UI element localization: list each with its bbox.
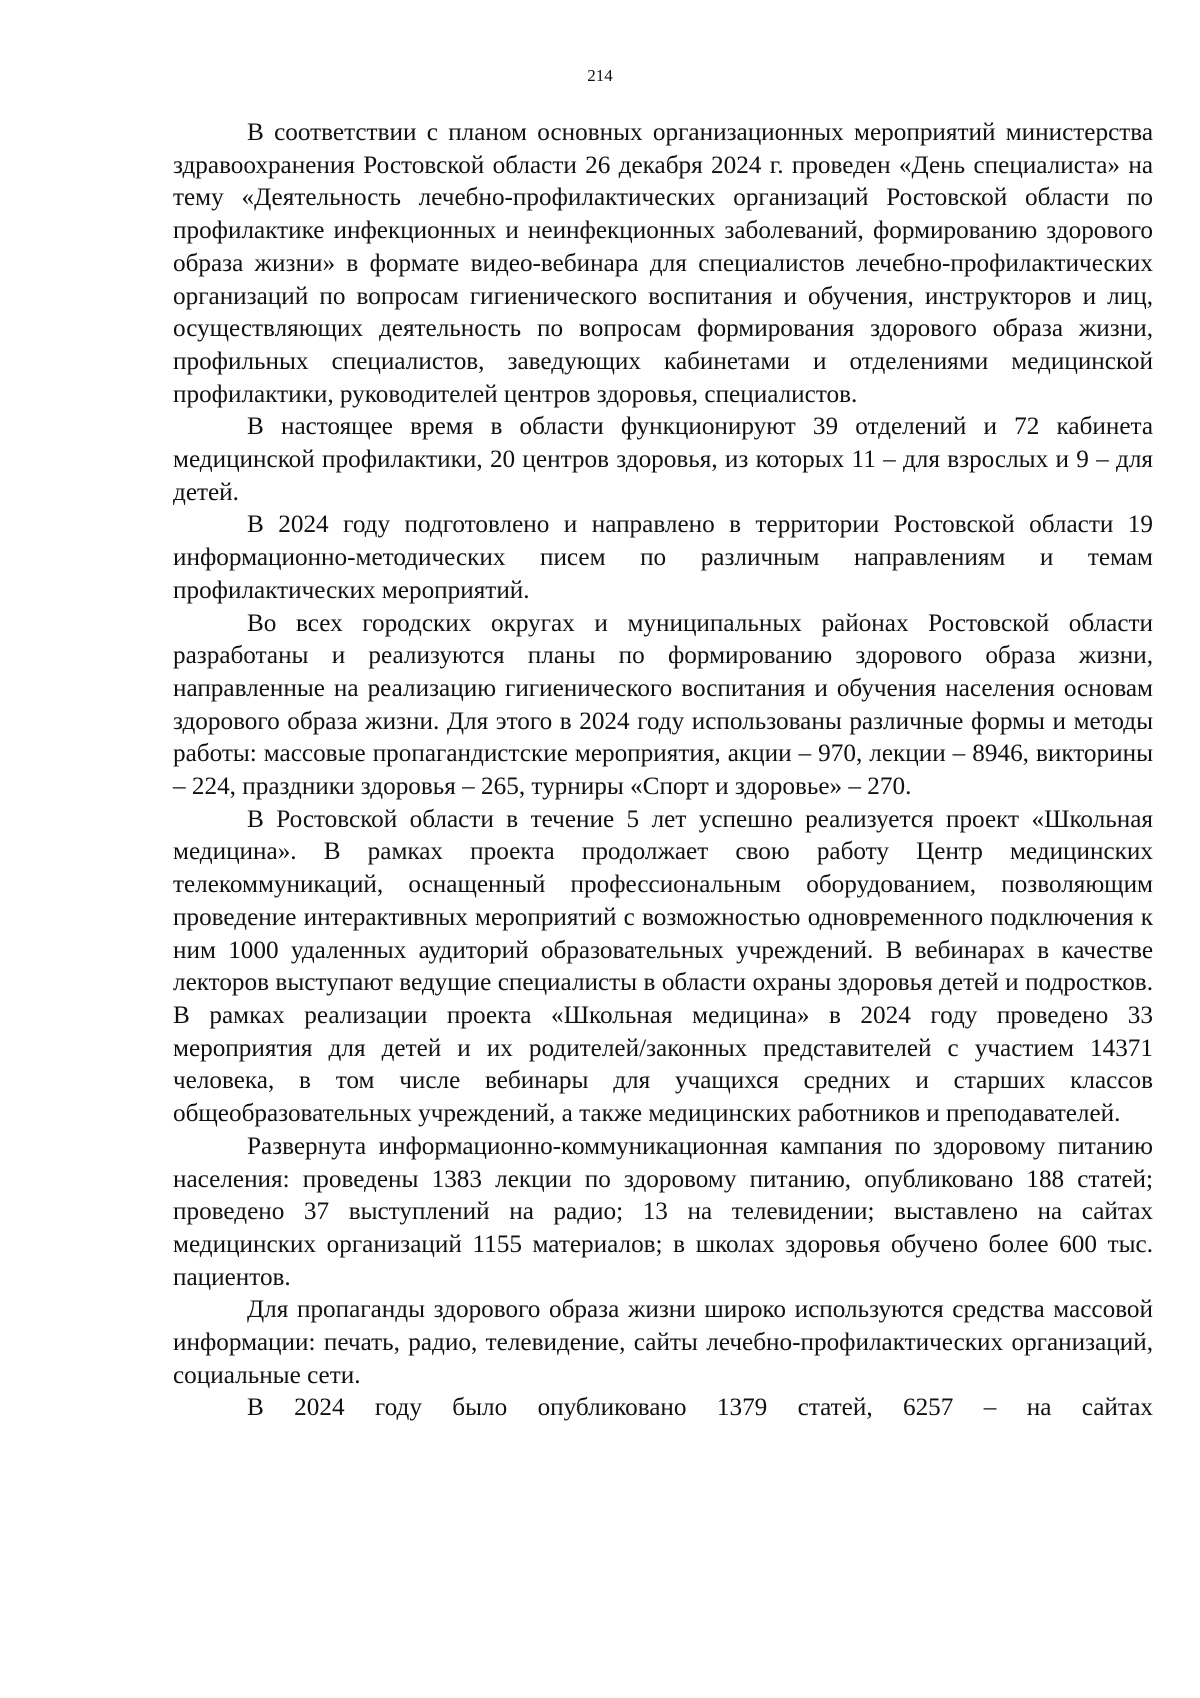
document-body [173, 117, 1153, 1425]
paragraph: В соответствии с планом основных организационных мероприятий министерства здравоохранения Ростовской области 26 декабря 2024 г. проведен «День специалиста» на тему «Деятельность лечебно-профилактических организаций Ростовской области по профилактике инфекционных и неинфекционных заболеваний, формированию здорового образа жизни» в формате видео-вебинара для специалистов лечебно-профилактических организаций по вопросам гигиенического воспитания и обучения, инструкторов и лиц, осуществляющих деятельность по вопросам формирования здорового образа жизни, профильных специалистов, заведующих кабинетами и отделениями медицинской профилактики, руководителей центров здоровья, специалистов. [173, 119, 1153, 408]
paragraph-continued: В 2024 году было опубликовано 1379 статей, 6257 – на сайтах [247, 1394, 1153, 1422]
paragraph: Развернута информационно-коммуникационная кампания по здоровому питанию населения: проведены 1383 лекции по здоровому питанию, опубликовано 188 статей; проведено 37 выступлений на радио; 13 на телевидении; выставлено на сайтах медицинских организаций 1155 материалов; в школах здоровья обучено более 600 тыс. пациентов. [173, 1132, 1153, 1291]
paragraph: В Ростовской области в течение 5 лет успешно реализуется проект «Школьная медицина». В рамках проекта продолжает свою работу Центр медицинских телекоммуникаций, оснащенный профессиональным оборудованием, позволяющим проведение интерактивных мероприятий с возможностью одновременного подключения к ним 1000 удаленных аудиторий образовательных учреждений. В вебинарах в качестве лекторов выступают ведущие специалисты в области охраны здоровья детей и подростков. В рамках реализации проекта «Школьная медицина» в 2024 году проведено 33 мероприятия для детей и их родителей/законных представителей с участием 14371 человека, в том числе вебинары для учащихся средних и старших классов общеобразовательных учреждений, а также медицинских работников и преподавателей. [173, 805, 1153, 1128]
page-number: 214 [587, 66, 613, 85]
paragraph: В 2024 году подготовлено и направлено в территории Ростовской области 19 информационно-методических писем по различным направлениям и темам профилактических мероприятий. [173, 511, 1153, 604]
paragraph: В настоящее время в области функционируют 39 отделений и 72 кабинета медицинской профилактики, 20 центров здоровья, из которых 11 – для взрослых и 9 – для детей. [173, 413, 1153, 506]
paragraph: Во всех городских округах и муниципальных районах Ростовской области разработаны и реализуются планы по формированию здорового образа жизни, направленные на реализацию гигиенического воспитания и обучения населения основам здорового образа жизни. Для этого в 2024 году использованы различные формы и методы работы: массовые пропагандистские мероприятия, акции – 970, лекции – 8946, викторины – 224, праздники здоровья – 265, турниры «Спорт и здоровье» – 270. [173, 609, 1153, 801]
paragraph: Для пропаганды здорового образа жизни широко используются средства массовой информации: печать, радио, телевидение, сайты лечебно-профилактических организаций, социальные сети. [173, 1296, 1153, 1389]
